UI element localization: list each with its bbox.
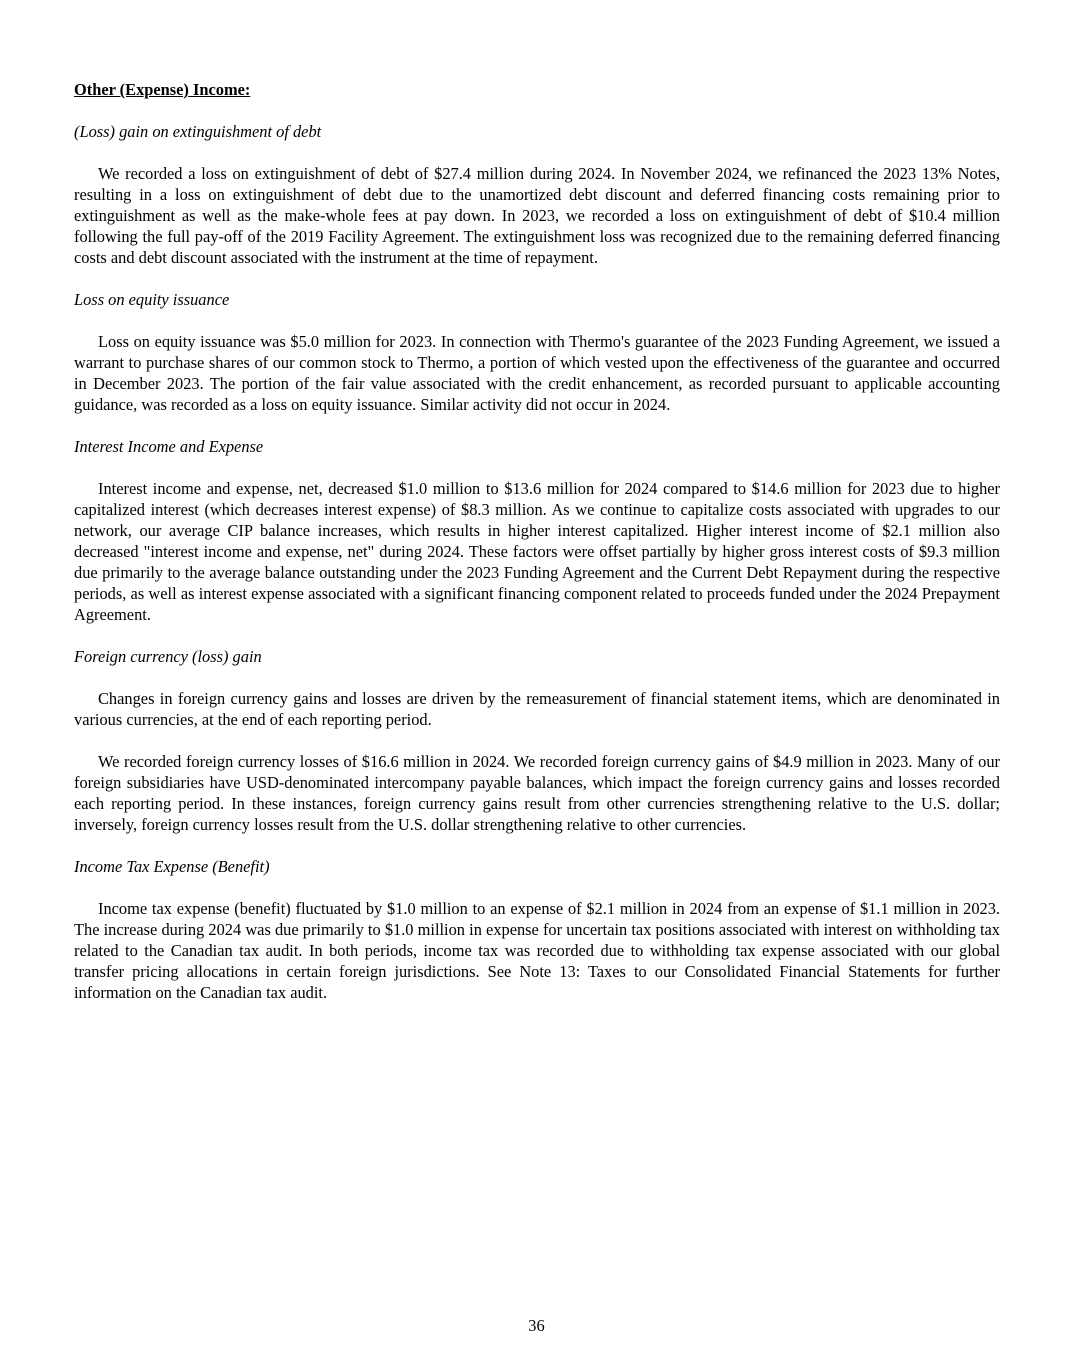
subsection-heading: Loss on equity issuance (74, 290, 230, 309)
subsection-heading: Interest Income and Expense (74, 437, 264, 456)
subsection-loss-gain-extinguishment (74, 121, 1000, 268)
subsection-loss-equity-issuance (74, 289, 1000, 415)
subsection-heading: Income Tax Expense (Benefit) (74, 857, 270, 876)
document-page (74, 79, 1000, 1024)
subsection-interest-income-expense (74, 436, 1000, 625)
paragraph: Interest income and expense, net, decreased $1.0 million to $13.6 million for 2024 compared to $14.6 million for 2023 due to higher capitalized interest (which decreases interest expense) of $8.3 million. As we continue to capitalize costs associated with upgrades to our network, our average CIP balance increases, which results in higher interest capitalized. Higher interest income of $2.1 million also decreased "interest income and expense, net" during 2024. These factors were offset partially by higher gross interest costs of $9.3 million due primarily to the average balance outstanding under the 2023 Funding Agreement and the Current Debt Repayment during the respective periods, as well as interest expense associated with a significant financing component related to proceeds funded under the 2024 Prepayment Agreement. (74, 479, 1000, 624)
subsection-heading: Foreign currency (loss) gain (74, 647, 262, 666)
page-number: 36 (528, 1316, 545, 1335)
subsection-income-tax (74, 856, 1000, 1003)
paragraph: We recorded a loss on extinguishment of debt of $27.4 million during 2024. In November 2024, we refinanced the 2023 13% Notes, resulting in a loss on extinguishment of debt due to the unamortized debt discount and deferred financing costs remaining prior to extinguishment as well as the make-whole fees at pay down. In 2023, we recorded a loss on extinguishment of debt of $10.4 million following the full pay-off of the 2019 Facility Agreement. The extinguishment loss was recognized due to the remaining deferred financing costs and debt discount associated with the instrument at the time of repayment. (74, 164, 1000, 267)
subsection-foreign-currency (74, 646, 1000, 835)
section-title: Other (Expense) Income: (74, 80, 251, 99)
paragraph: We recorded foreign currency losses of $16.6 million in 2024. We recorded foreign currency gains of $4.9 million in 2023. Many of our foreign subsidiaries have USD-denominated intercompany payable balances, which impact the foreign currency gains and losses recorded each reporting period. In these instances, foreign currency gains result from other currencies strengthening relative to the U.S. dollar; inversely, foreign currency losses result from the U.S. dollar strengthening relative to other currencies. (74, 752, 1000, 834)
paragraph: Changes in foreign currency gains and losses are driven by the remeasurement of financial statement items, which are denominated in various currencies, at the end of each reporting period. (74, 689, 1000, 729)
paragraph: Loss on equity issuance was $5.0 million for 2023. In connection with Thermo's guarantee of the 2023 Funding Agreement, we issued a warrant to purchase shares of our common stock to Thermo, a portion of which vested upon the effectiveness of the guarantee and occurred in December 2023. The portion of the fair value associated with the credit enhancement, as recorded pursuant to applicable accounting guidance, was recorded as a loss on equity issuance. Similar activity did not occur in 2024. (74, 332, 1000, 414)
paragraph: Income tax expense (benefit) fluctuated by $1.0 million to an expense of $2.1 million in 2024 from an expense of $1.1 million in 2023. The increase during 2024 was due primarily to $1.0 million in expense for uncertain tax positions associated with interest on withholding tax related to the Canadian tax audit. In both periods, income tax was recorded due to withholding tax expense associated with our global transfer pricing allocations in certain foreign jurisdictions. See Note 13: Taxes to our Consolidated Financial Statements for further information on the Canadian tax audit. (74, 899, 1000, 1002)
subsection-heading: (Loss) gain on extinguishment of debt (74, 122, 322, 141)
